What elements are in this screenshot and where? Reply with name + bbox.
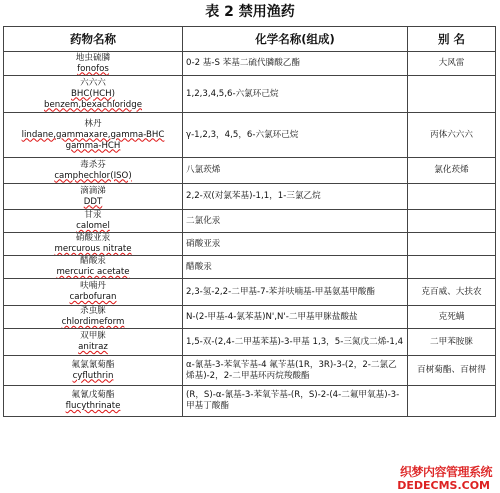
table-row bbox=[4, 233, 496, 256]
chemical-name-cell: 醋酸汞 bbox=[183, 256, 408, 279]
drug-name-cn: 醋酸汞 bbox=[80, 256, 106, 266]
banned-drugs-table bbox=[3, 26, 496, 417]
drug-name-en: mercuric acetate bbox=[56, 267, 130, 277]
drug-name-cell bbox=[4, 52, 183, 76]
table-row bbox=[4, 356, 496, 386]
alias-cell bbox=[408, 386, 496, 417]
alias-cell bbox=[408, 76, 496, 113]
drug-name-en: mercurous nitrate bbox=[54, 244, 132, 254]
drug-name-cn: 甘汞 bbox=[84, 210, 102, 220]
table-row bbox=[4, 386, 496, 417]
table-row bbox=[4, 113, 496, 158]
drug-name-en: anitraz bbox=[78, 342, 108, 352]
drug-name-en: gamma-HCH bbox=[65, 140, 121, 151]
chemical-name-cell: 1,5-双-(2,4-二甲基苯基)-3-甲基 1,3，5-三氮戊二烯-1,4 bbox=[183, 329, 408, 356]
table-row bbox=[4, 329, 496, 356]
drug-name-cell bbox=[4, 356, 183, 386]
table-row bbox=[4, 158, 496, 184]
chemical-name-cell: γ-1,2,3，4,5，6-六氯环己烷 bbox=[183, 113, 408, 158]
drug-name-en: calomel bbox=[76, 221, 110, 231]
alias-cell bbox=[408, 184, 496, 210]
drug-name-cn: 呋喃丹 bbox=[80, 281, 106, 291]
drug-name-en: fonofos bbox=[77, 63, 109, 74]
header-chemical-name: 化学名称(组成) bbox=[183, 27, 408, 52]
chemical-name-cell: 二氯化汞 bbox=[183, 210, 408, 233]
drug-name-cell bbox=[4, 386, 183, 417]
alias-cell: 氯化莰烯 bbox=[408, 158, 496, 184]
drug-name-cell bbox=[4, 76, 183, 113]
drug-name-en: benzem,bexachloridge bbox=[44, 99, 142, 110]
chemical-name-cell: 八氯莰烯 bbox=[183, 158, 408, 184]
alias-cell: 克死螨 bbox=[408, 306, 496, 329]
drug-name-cn: 氟氯氰菊酯 bbox=[71, 359, 115, 370]
table-header-row bbox=[4, 27, 496, 52]
chemical-name-cell: N-(2-甲基-4-氯苯基)N',N'-二甲基甲脒盐酸盐 bbox=[183, 306, 408, 329]
watermark-line1: 织梦内容管理系统 bbox=[399, 465, 492, 479]
drug-name-cn: 滴滴涕 bbox=[80, 185, 106, 196]
chemical-name-cell: 2,3-氢-2,2-二甲基-7-苯并呋喃基-甲基氨基甲酸酯 bbox=[183, 279, 408, 306]
alias-cell: 大风雷 bbox=[408, 52, 496, 76]
drug-name-cn: 杀虫脒 bbox=[80, 306, 106, 316]
drug-name-cell bbox=[4, 158, 183, 184]
table-title: 表 2 禁用渔药 bbox=[205, 4, 295, 20]
header-alias: 别 名 bbox=[408, 27, 496, 52]
chemical-name-cell: 2,2-双(对氯苯基)-1,1，1-三氯乙烷 bbox=[183, 184, 408, 210]
drug-name-en: DDT bbox=[83, 196, 103, 207]
table-row bbox=[4, 210, 496, 233]
chemical-name-cell: 0-2 基-S 苯基二硫代膦酸乙酯 bbox=[183, 52, 408, 76]
drug-name-en: cyfluthrin bbox=[72, 370, 114, 381]
drug-name-en: flucythrinate bbox=[65, 401, 121, 411]
alias-cell bbox=[408, 233, 496, 256]
header-drug-name: 药物名称 bbox=[4, 27, 183, 52]
drug-name-en: BHC(HCH) bbox=[71, 88, 115, 99]
drug-name-cell bbox=[4, 233, 183, 256]
drug-name-en: camphechlor(ISO) bbox=[54, 170, 132, 181]
chemical-name-cell: 硝酸亚汞 bbox=[183, 233, 408, 256]
drug-name-cell bbox=[4, 256, 183, 279]
drug-name-cn: 氟氰戊菊酯 bbox=[71, 390, 115, 400]
table-row bbox=[4, 306, 496, 329]
drug-name-cell bbox=[4, 113, 183, 158]
table-row bbox=[4, 279, 496, 306]
drug-name-cn: 林丹 bbox=[84, 118, 102, 129]
table-row bbox=[4, 76, 496, 113]
alias-cell: 二甲苯胺脒 bbox=[408, 329, 496, 356]
drug-name-cell bbox=[4, 184, 183, 210]
chemical-name-cell: 1,2,3,4,5,6-六氯环己烷 bbox=[183, 76, 408, 113]
drug-name-cn: 毒杀芬 bbox=[80, 159, 106, 170]
drug-name-cn: 地虫硫膦 bbox=[75, 52, 111, 63]
alias-cell bbox=[408, 256, 496, 279]
drug-name-en: carbofuran bbox=[69, 292, 117, 302]
watermark-line2: DEDECMS.COM bbox=[397, 479, 490, 492]
drug-name-cn: 六六六 bbox=[80, 77, 106, 88]
site-watermark bbox=[348, 461, 498, 493]
chemical-name-cell: α-氰基-3-苯氧苄基-4 氟苄基(1R，3R)-3-(2，2-二氯乙烯基)-2，2-二甲基环丙烷羧酸酯 bbox=[183, 356, 408, 386]
alias-cell: 丙体六六六 bbox=[408, 113, 496, 158]
drug-name-cell bbox=[4, 329, 183, 356]
drug-name-cn: 双甲脒 bbox=[80, 331, 106, 341]
drug-name-en: chlordimeform bbox=[61, 317, 125, 327]
chemical-name-cell: (R，S)-α-氰基-3-苯氧苄基-(R，S)-2-(4-二氟甲氧基)-3-甲基丁酸酯 bbox=[183, 386, 408, 417]
alias-cell: 克百威、大扶农 bbox=[408, 279, 496, 306]
table-row bbox=[4, 184, 496, 210]
table-row bbox=[4, 52, 496, 76]
table-row bbox=[4, 256, 496, 279]
alias-cell bbox=[408, 210, 496, 233]
drug-name-en: lindane,gammaxare,gamma-BHC bbox=[21, 129, 165, 140]
drug-name-cell bbox=[4, 306, 183, 329]
drug-name-cell bbox=[4, 210, 183, 233]
drug-name-cn: 硝酸亚汞 bbox=[75, 233, 111, 243]
banned-drugs-table-container bbox=[3, 26, 495, 491]
drug-name-cell bbox=[4, 279, 183, 306]
alias-cell: 百树菊酯、百树得 bbox=[408, 356, 496, 386]
